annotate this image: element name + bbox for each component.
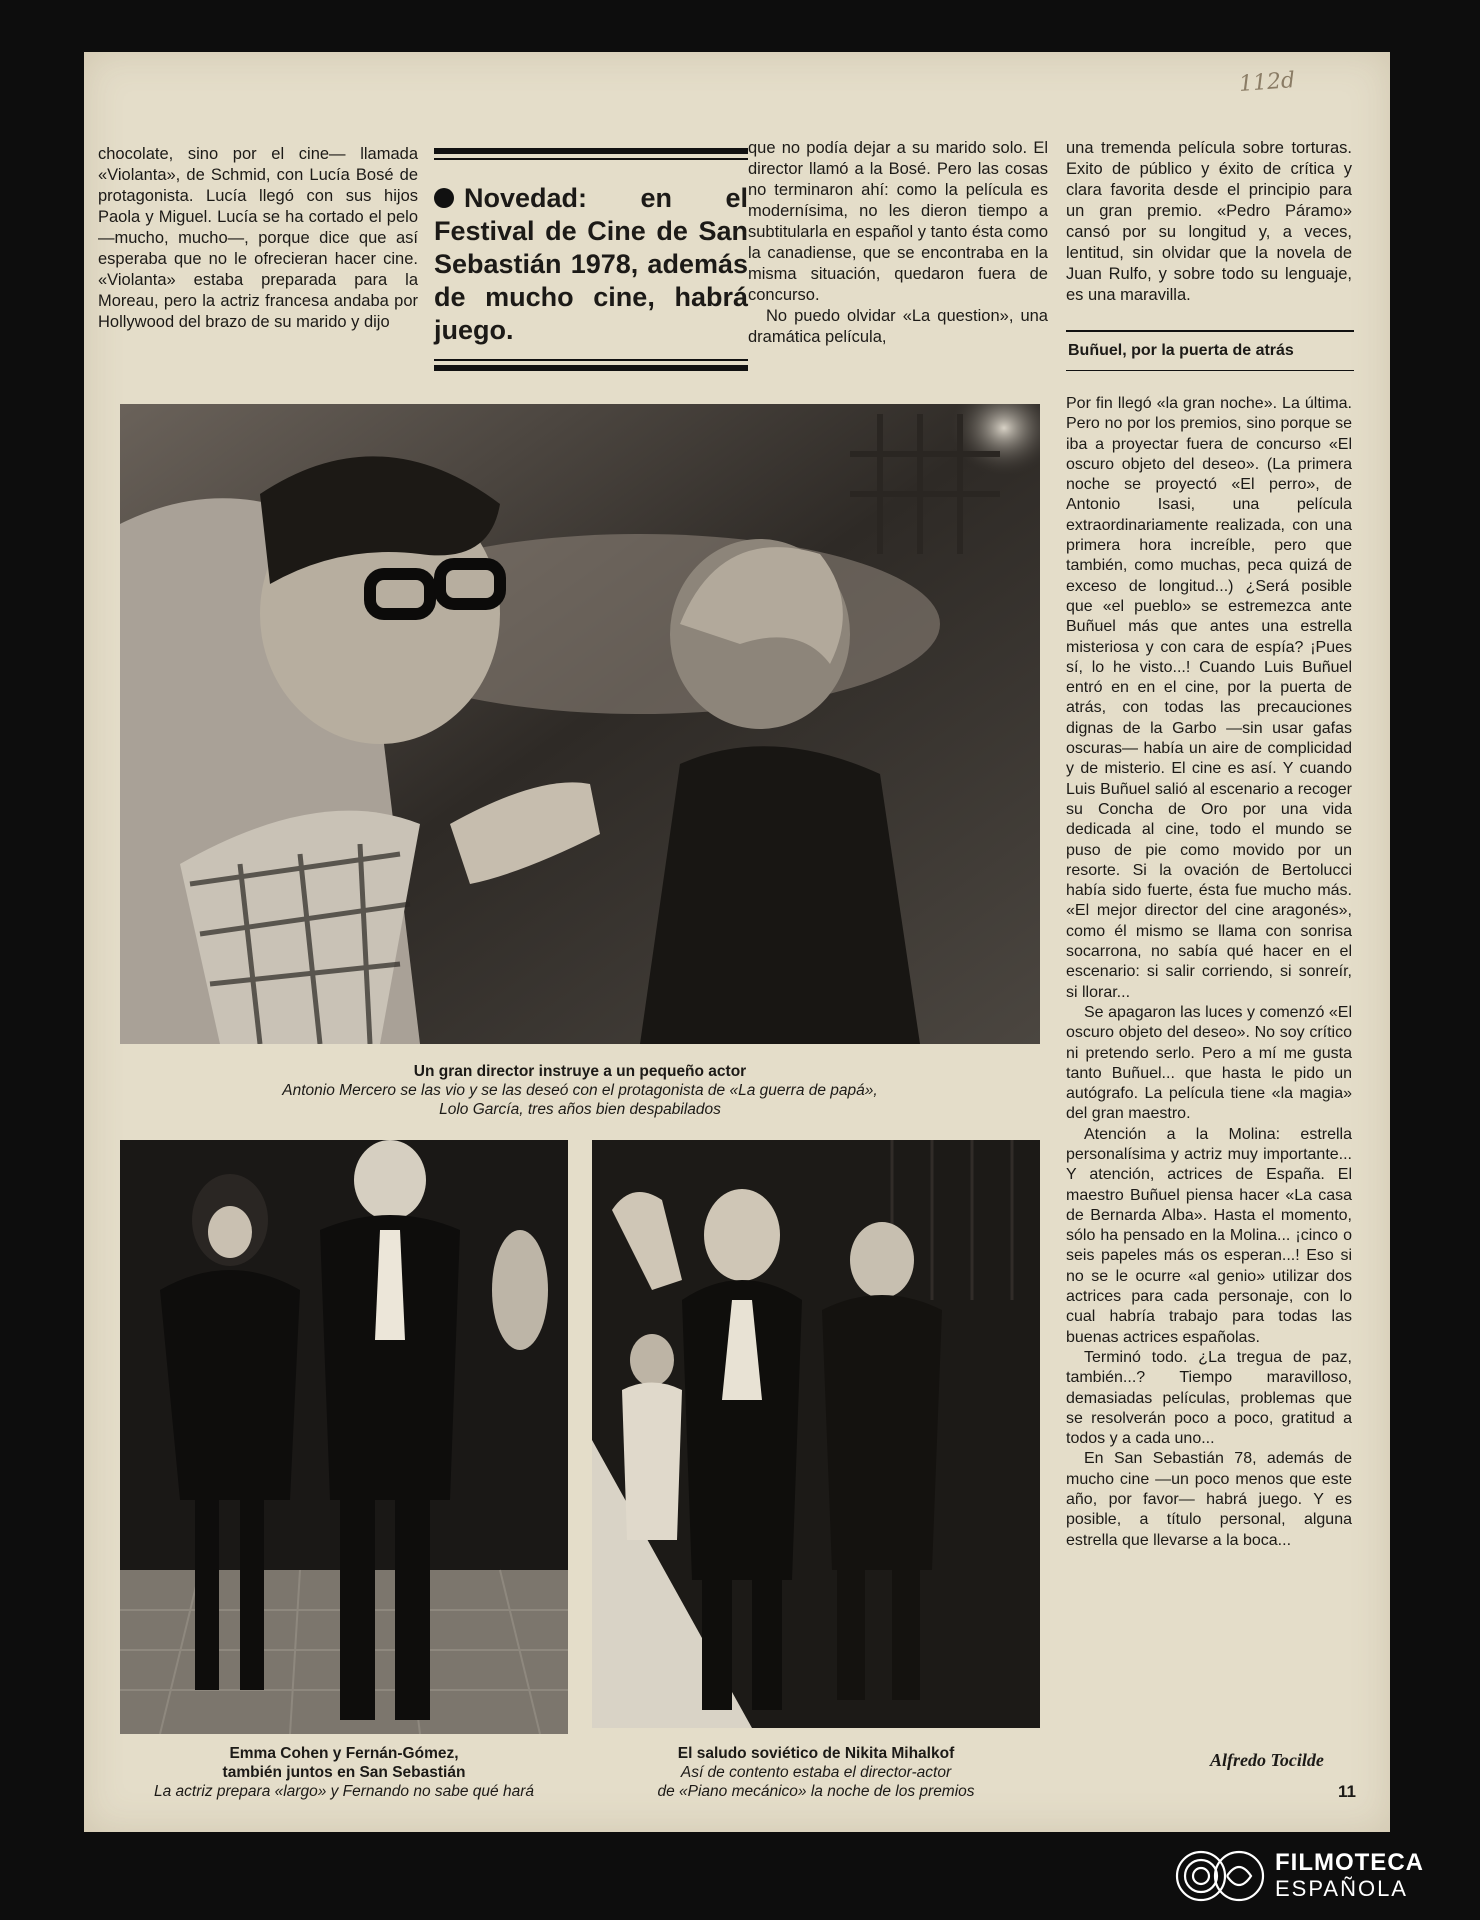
headline-rule-bottom-thin [434,359,748,361]
left-photo-image [120,1140,568,1734]
right-photo-image [592,1140,1040,1728]
left-caption-title-2: también juntos en San Sebastián [222,1764,466,1781]
main-photo [120,404,1040,1044]
col4-paragraph-5: En San Sebastián 78, además de mucho cine —un poco menos que este año, por favor— habrá juego. Y es posible, a título personal, alguna estrella que llevarse a la boca... [1066,1450,1352,1549]
main-photo-caption [120,1062,1040,1119]
right-caption-line-1: Así de contento estaba el director-actor [680,1764,952,1781]
handwritten-note: 112d [1238,68,1296,97]
headline-box [434,148,748,375]
right-photo-caption [592,1744,1040,1801]
column-1 [98,144,418,333]
headline-rule-top [434,148,748,154]
bullet-icon [434,188,454,208]
page-number: 11 [1338,1782,1356,1801]
col4-top-paragraph: una tremenda película sobre torturas. Exito de público y éxito de crítica y clara favorita desde el principio para un gran premio. «Pedro Páramo» cansó por su longitud y, a veces, lentitud, sin olvidar que la novela de Juan Rulfo, y sobre todo su lenguaje, es una maravilla. [1066,139,1352,304]
col4-paragraph-1: Por fin llegó «la gran noche». La última. Pero no por los premios, sino porque se iba a proyectar fuera de concurso «El oscuro objeto del deseo». (La primera noche se proyectó «El perro», de Antonio Isasi, una película extraordinariamente realizada, con una primera hora increíble, pero que también, como muchas, peca quizá de exceso de longitud...) ¿Será posible que «el pueblo» se estremezca ante Buñuel más que antes una estrella misteriosa y con cara de espía? ¡Pues sí, lo he visto...! Cuando Luis Buñuel entró en en el cine, por la puerta de atrás, con todas las precauciones dignas de la Garbo —sin usar gafas oscuras— había un aire de complicidad y de misterio. El cine es así. Y cuando Luis Buñuel salió al escenario a recoger su Concha de Oro por una vida dedicada al cine, todo el mundo se puso de pie como movido por un resorte. Si la ovación de Bertolucci había sido fuerte, ésta fue mucho más. «El mejor director del cine aragonés», como él mismo se llama con sonrisa socarrona, no sabía qué hacer en el escenario: si salir corriendo, si sonreír, si llorar... [1066,395,1352,1001]
headline-rule-bottom [434,365,748,371]
column-4-top [1066,138,1352,306]
film-reel-icon [1175,1848,1265,1904]
right-caption-title: El saludo soviético de Nikita Mihalkof [677,1745,955,1762]
logo-line-2: ESPAÑOLA [1275,1876,1408,1901]
headline [434,182,748,347]
logo-line-1: FILMOTECA [1275,1849,1424,1876]
col1-paragraph: chocolate, sino por el cine— llamada «Violanta», de Schmid, con Lucía Bosé de protagonista. Lucía llegó con sus hijos Paola y Miguel. Lucía se ha cortado el pelo —mucho, mucho—, porque dice que así esperaba que no le ofrecieran hacer cine. «Violanta» estaba preparada para la Moreau, pero la actriz francesa andaba por Hollywood del brazo de su marido y dijo [98,145,418,331]
right-photo [592,1140,1040,1728]
col4-paragraph-4: Terminó todo. ¿La tregua de paz, también...? Tiempo maravilloso, demasiadas películas, problemas que se resolverán poco a poco, gratitud a todos y a cada uno... [1066,1348,1352,1448]
headline-rule-top-thin [434,158,748,160]
main-caption-title: Un gran director instruye a un pequeño actor [413,1063,747,1080]
left-caption-title-1: Emma Cohen y Fernán-Gómez, [229,1745,459,1762]
filmoteca-logo [1175,1848,1424,1904]
col3-paragraph-2: No puedo olvidar «La question», una dramática película, [748,307,1048,346]
headline-text: Novedad: en el Festival de Cine de San Sebastián 1978, además de mucho cine, habrá juego. [434,183,748,345]
author-signature: Alfredo Tocilde [1210,1750,1324,1770]
logo-text [1275,1850,1424,1902]
col3-paragraph-1: que no podía dejar a su marido solo. El director llamó a la Bosé. Pero las cosas no terminaron ahí: como la película es modernísima, no les dieron tiempo a subtitularla en español y tanto ésta como la canadiense, que se encontraba en la misma situación, quedaron fuera de concurso. [748,139,1048,304]
left-photo [120,1140,568,1734]
right-caption-line-2: de «Piano mecánico» la noche de los premios [657,1783,975,1800]
main-photo-image [120,404,1040,1044]
left-photo-caption [120,1744,568,1801]
section-heading: Buñuel, por la puerta de atrás [1066,330,1354,371]
col4-paragraph-3: Atención a la Molina: estrella personalísima y actriz muy importante... Y atención, actrices de España. El maestro Buñuel piensa hacer «La casa de Bernarda Alba». Hasta el momento, sólo ha pensado en la Molina... ¡cinco o seis papeles más os esperan...! Eso si no se le ocurre «al genio» utilizar dos actrices para cada personaje, con lo cual habría trabajo para todas las buenas actrices españolas. [1066,1125,1352,1346]
main-caption-line-2: Lolo García, tres años bien despabilados [439,1101,721,1118]
col4-paragraph-2: Se apagaron las luces y comenzó «El oscuro objeto del deseo». No soy crítico ni pretendo serlo. Pero a mí me gusta tanto Buñuel... que hasta le pido un autógrafo. La película tiene «la magia» del gran maestro. [1066,1003,1352,1123]
main-caption-line-1: Antonio Mercero se las vio y se las deseó con el protagonista de «La guerra de papá», [282,1082,878,1099]
left-caption-line: La actriz prepara «largo» y Fernando no sabe qué hará [154,1783,534,1800]
column-4 [1066,394,1352,1551]
column-3 [748,138,1048,348]
newspaper-page [84,52,1390,1832]
